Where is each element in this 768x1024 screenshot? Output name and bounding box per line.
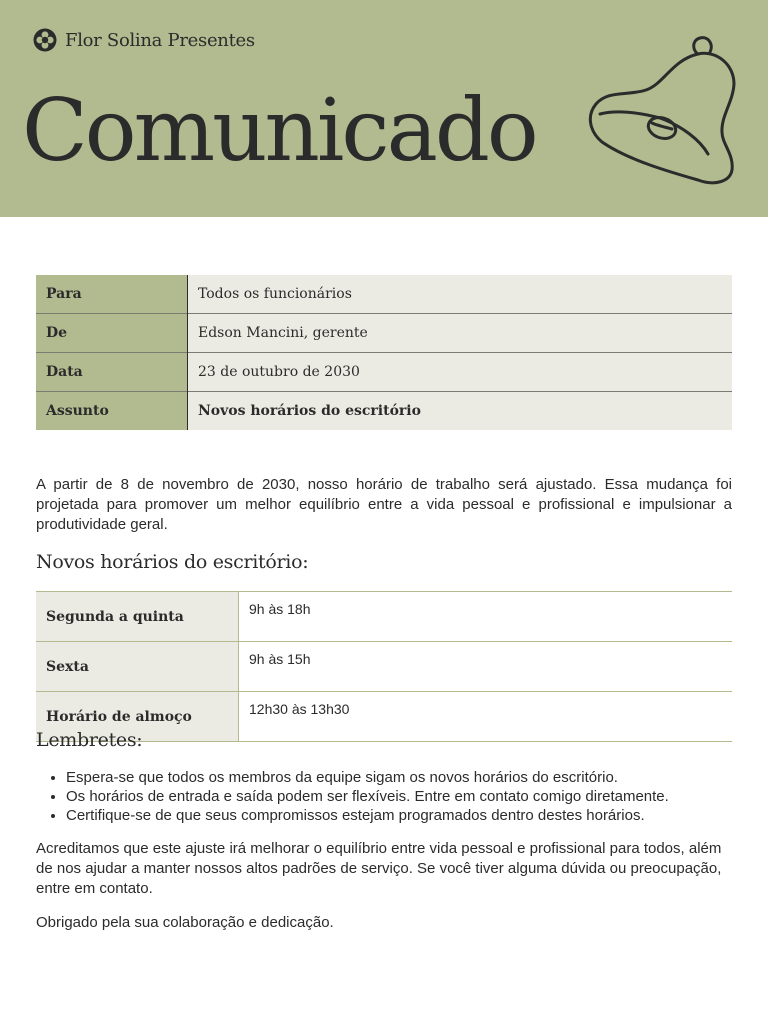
reminders-heading: Lembretes: bbox=[36, 729, 143, 751]
memo-label: Data bbox=[36, 353, 188, 392]
header-banner bbox=[0, 0, 768, 217]
thanks-paragraph: Obrigado pela sua colaboração e dedicação. bbox=[36, 914, 334, 931]
memo-value: Edson Mancini, gerente bbox=[188, 314, 733, 353]
hours-value: 9h às 15h bbox=[239, 642, 733, 692]
brand-name: Flor Solina Presentes bbox=[65, 29, 255, 51]
memo-row-from bbox=[36, 314, 732, 353]
memo-row-to bbox=[36, 275, 732, 314]
flower-logo-icon bbox=[33, 28, 57, 52]
hours-heading: Novos horários do escritório: bbox=[36, 551, 309, 573]
hours-label: Horário de almoço bbox=[36, 692, 239, 742]
memo-label: De bbox=[36, 314, 188, 353]
memo-row-date bbox=[36, 353, 732, 392]
closing-paragraph: Acreditamos que este ajuste irá melhorar o equilíbrio entre vida pessoal e profissional para todos, além de nos ajudar a manter nossos altos padrões de serviço. Se você tiver alguma dúvida ou preocupação, entre em contato. bbox=[36, 840, 722, 897]
brand bbox=[33, 28, 255, 52]
memo-label: Para bbox=[36, 275, 188, 314]
memo-row-subject bbox=[36, 392, 732, 431]
page-title: Comunicado bbox=[22, 81, 536, 181]
memo-label: Assunto bbox=[36, 392, 188, 431]
list-item: • Espera-se que todos os membros da equipe sigam os novos horários do escritório. bbox=[66, 768, 756, 787]
reminders-list bbox=[48, 768, 756, 825]
list-item: • Certifique-se de que seus compromissos estejam programados dentro destes horários. bbox=[66, 806, 756, 825]
hours-row bbox=[36, 592, 732, 642]
memo-value: Todos os funcionários bbox=[188, 275, 733, 314]
list-item: • Os horários de entrada e saída podem ser flexíveis. Entre em contato comigo diretamente. bbox=[66, 787, 756, 806]
memo-value: 23 de outubro de 2030 bbox=[188, 353, 733, 392]
hours-value: 12h30 às 13h30 bbox=[239, 692, 733, 742]
memo-details-table bbox=[36, 275, 732, 430]
hours-label: Sexta bbox=[36, 642, 239, 692]
memo-value: Novos horários do escritório bbox=[188, 392, 733, 431]
hours-label: Segunda a quinta bbox=[36, 592, 239, 642]
office-hours-table bbox=[36, 591, 732, 742]
bell-icon bbox=[586, 30, 742, 188]
intro-paragraph: A partir de 8 de novembro de 2030, nosso horário de trabalho será ajustado. Essa mudança foi projetada para promover um melhor equilíbrio entre a vida pessoal e profissional e impulsionar a produtividade geral. bbox=[36, 476, 732, 533]
hours-row bbox=[36, 642, 732, 692]
hours-value: 9h às 18h bbox=[239, 592, 733, 642]
